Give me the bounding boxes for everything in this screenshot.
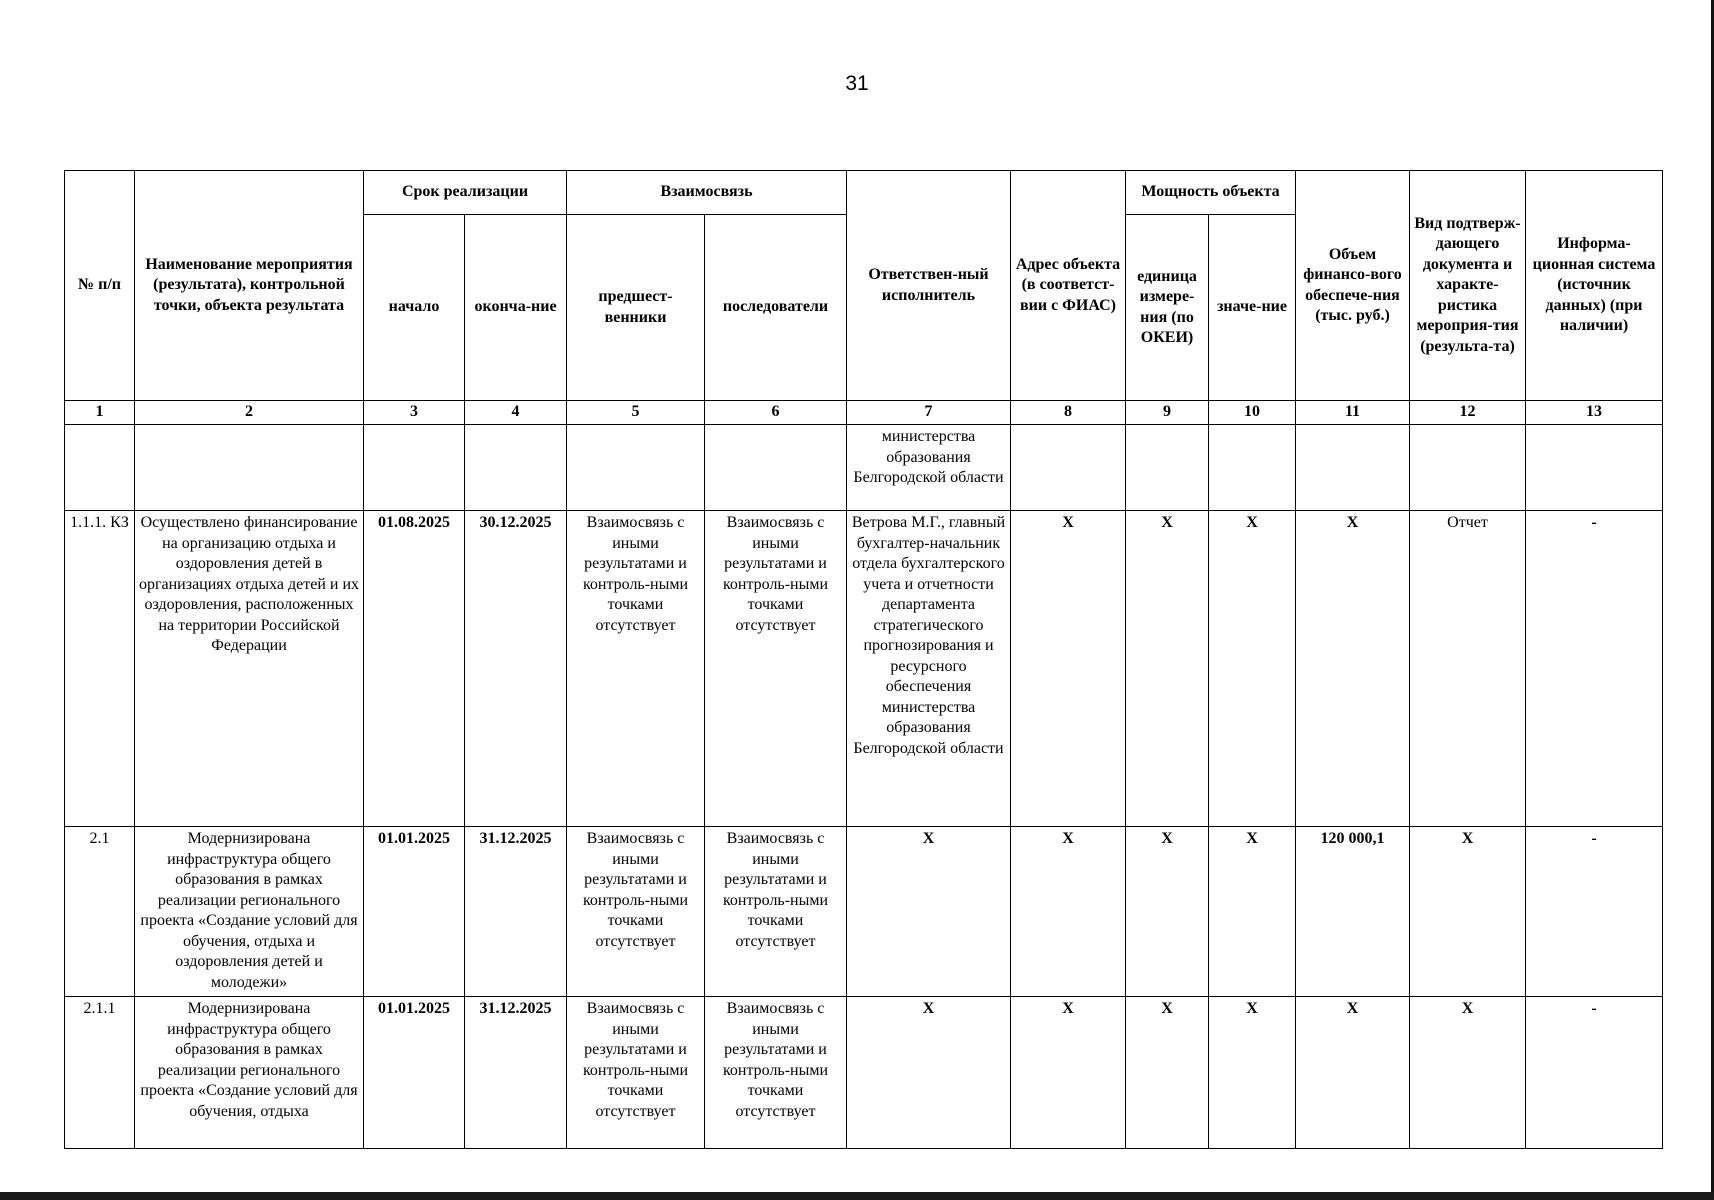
implementation-plan-table xyxy=(64,170,1663,1149)
row-num: 2.1 xyxy=(65,827,135,997)
column-number: 9 xyxy=(1126,401,1209,425)
header-finance: Объем финансо-вого обеспече-ния (тыс. руб.) xyxy=(1296,171,1410,401)
column-number: 11 xyxy=(1296,401,1410,425)
row-successors: Взаимосвязь с иными результатами и контроль-ными точками отсутствует xyxy=(705,511,847,827)
row-responsible: Ветрова М.Г., главный бухгалтер-начальник отдела бухгалтерского учета и отчетности департамента стратегического прогнозирования и ресурсного обеспечения министерства образования Белгородской области xyxy=(847,511,1011,827)
row-successors xyxy=(705,425,847,511)
column-number: 13 xyxy=(1526,401,1663,425)
row-responsible: X xyxy=(847,997,1011,1149)
row-start: 01.08.2025 xyxy=(364,511,465,827)
row-name: Осуществлено финансирование на организацию отдыха и оздоровления детей в организациях отдыха детей и их оздоровления, расположенных на территории Российской Федерации xyxy=(135,511,364,827)
row-responsible: министерства образования Белгородской области xyxy=(847,425,1011,511)
table-row xyxy=(65,997,1663,1149)
row-start: 01.01.2025 xyxy=(364,997,465,1149)
row-info: - xyxy=(1526,511,1663,827)
row-unit: X xyxy=(1126,827,1209,997)
row-unit xyxy=(1126,425,1209,511)
row-value: X xyxy=(1209,997,1296,1149)
row-address: X xyxy=(1011,511,1126,827)
row-predecessors: Взаимосвязь с иными результатами и контроль-ными точками отсутствует xyxy=(567,511,705,827)
page-number: 31 xyxy=(845,72,869,95)
row-num xyxy=(65,425,135,511)
row-doc: X xyxy=(1410,997,1526,1149)
column-number: 4 xyxy=(465,401,567,425)
row-finance: X xyxy=(1296,511,1410,827)
row-finance: 120 000,1 xyxy=(1296,827,1410,997)
column-number: 2 xyxy=(135,401,364,425)
column-number: 1 xyxy=(65,401,135,425)
row-doc xyxy=(1410,425,1526,511)
row-end: 31.12.2025 xyxy=(465,827,567,997)
row-unit: X xyxy=(1126,511,1209,827)
header-address: Адрес объекта (в соответст-вии с ФИАС) xyxy=(1011,171,1126,401)
row-address: X xyxy=(1011,997,1126,1149)
row-address: X xyxy=(1011,827,1126,997)
row-doc: Отчет xyxy=(1410,511,1526,827)
column-number: 5 xyxy=(567,401,705,425)
row-info: - xyxy=(1526,997,1663,1149)
row-value: X xyxy=(1209,511,1296,827)
row-successors: Взаимосвязь с иными результатами и контроль-ными точками отсутствует xyxy=(705,827,847,997)
table-row xyxy=(65,827,1663,997)
header-name: Наименование мероприятия (результата), контрольной точки, объекта результата xyxy=(135,171,364,401)
row-doc: X xyxy=(1410,827,1526,997)
row-num: 2.1.1 xyxy=(65,997,135,1149)
column-number: 7 xyxy=(847,401,1011,425)
column-number-row xyxy=(65,401,1663,425)
row-info: - xyxy=(1526,827,1663,997)
row-finance: X xyxy=(1296,997,1410,1149)
header-capacity: Мощность объекта xyxy=(1126,171,1296,215)
row-start xyxy=(364,425,465,511)
row-start: 01.01.2025 xyxy=(364,827,465,997)
header-successors: последователи xyxy=(705,215,847,401)
row-predecessors xyxy=(567,425,705,511)
row-num: 1.1.1. КЗ xyxy=(65,511,135,827)
header-relation: Взаимосвязь xyxy=(567,171,847,215)
header-num: № п/п xyxy=(65,171,135,401)
header-period: Срок реализации xyxy=(364,171,567,215)
row-successors: Взаимосвязь с иными результатами и контроль-ными точками отсутствует xyxy=(705,997,847,1149)
row-responsible: X xyxy=(847,827,1011,997)
header-predecessors: предшест-венники xyxy=(567,215,705,401)
row-predecessors: Взаимосвязь с иными результатами и контроль-ными точками отсутствует xyxy=(567,997,705,1149)
row-finance xyxy=(1296,425,1410,511)
column-number: 10 xyxy=(1209,401,1296,425)
row-unit: X xyxy=(1126,997,1209,1149)
table-row xyxy=(65,511,1663,827)
header-start: начало xyxy=(364,215,465,401)
row-name: Модернизирована инфраструктура общего образования в рамках реализации регионального проекта «Создание условий для обучения, отдыха и оздоровления детей и молодежи» xyxy=(135,827,364,997)
header-info-system: Информа-ционная система (источник данных) (при наличии) xyxy=(1526,171,1663,401)
header-row-top xyxy=(65,171,1663,215)
header-value: значе-ние xyxy=(1209,215,1296,401)
row-end: 30.12.2025 xyxy=(465,511,567,827)
table-row xyxy=(65,425,1663,511)
header-end: оконча-ние xyxy=(465,215,567,401)
header-doc-type: Вид подтверж-дающего документа и характе-ристика мероприя-тия (результа-та) xyxy=(1410,171,1526,401)
column-number: 3 xyxy=(364,401,465,425)
row-name xyxy=(135,425,364,511)
row-value: X xyxy=(1209,827,1296,997)
header-responsible: Ответствен-ный исполнитель xyxy=(847,171,1011,401)
row-end: 31.12.2025 xyxy=(465,997,567,1149)
column-number: 12 xyxy=(1410,401,1526,425)
row-predecessors: Взаимосвязь с иными результатами и контроль-ными точками отсутствует xyxy=(567,827,705,997)
row-end xyxy=(465,425,567,511)
column-number: 8 xyxy=(1011,401,1126,425)
column-number: 6 xyxy=(705,401,847,425)
row-name: Модернизирована инфраструктура общего образования в рамках реализации регионального проекта «Создание условий для обучения, отдыха xyxy=(135,997,364,1149)
row-address xyxy=(1011,425,1126,511)
row-info xyxy=(1526,425,1663,511)
scan-edge-bottom xyxy=(0,1192,1714,1200)
row-value xyxy=(1209,425,1296,511)
header-unit: единица измере-ния (по ОКЕИ) xyxy=(1126,215,1209,401)
